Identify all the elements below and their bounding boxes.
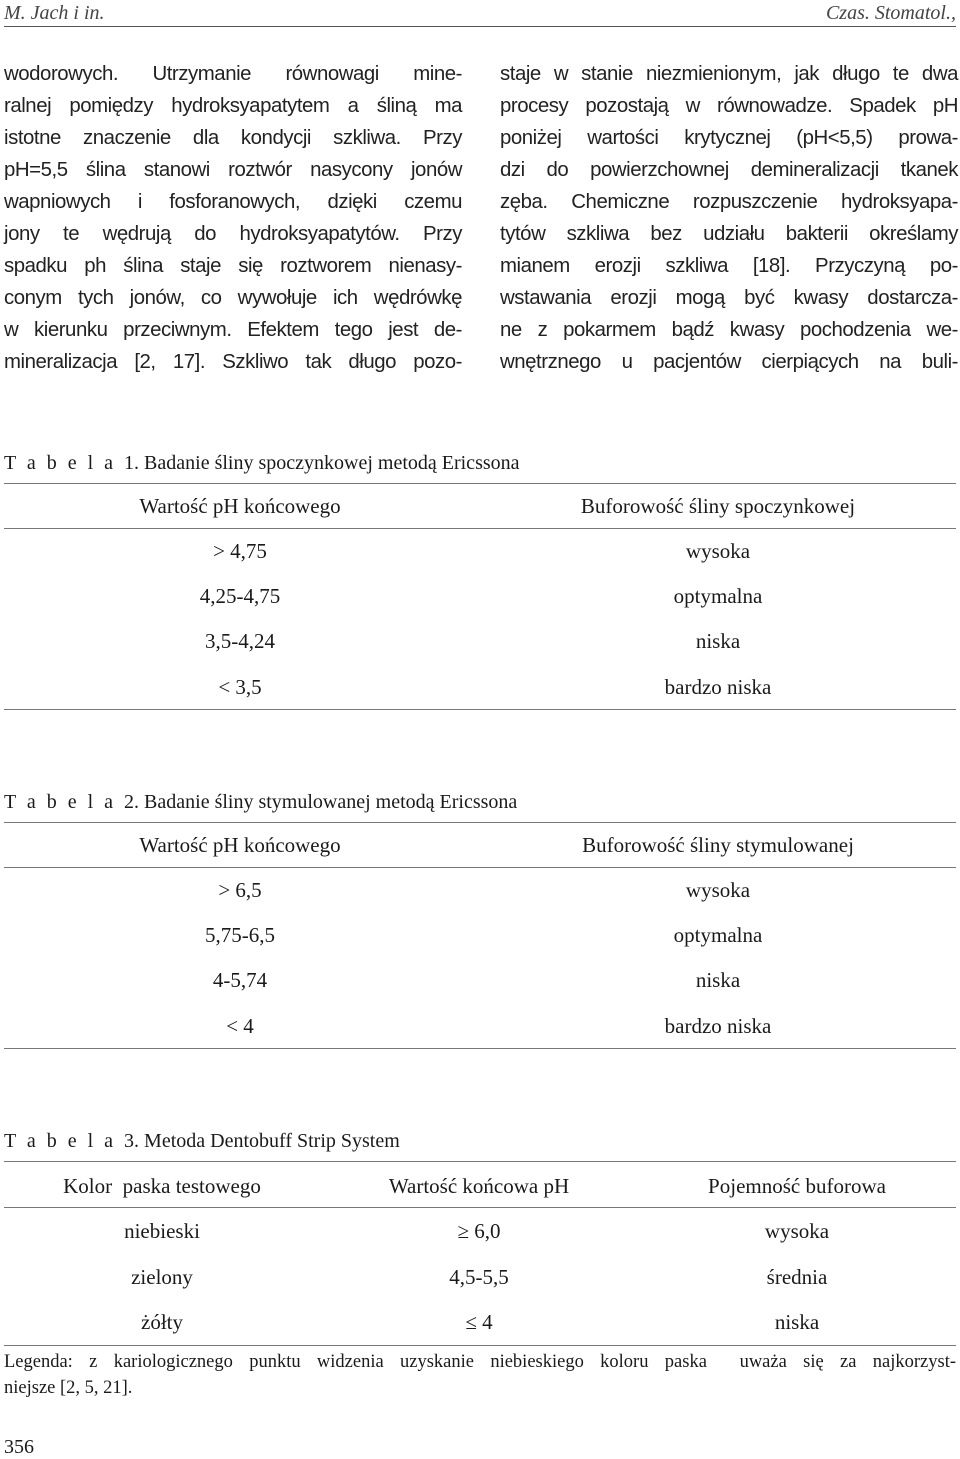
table-rule [4, 822, 956, 823]
table2-cell: bardzo niska [664, 1014, 772, 1038]
table3-label: T a b e l a [4, 1130, 117, 1152]
table2-cell: optymalna [673, 923, 763, 947]
text-line: ralnej pomiędzy hydroksyapatytem a śliną ma [4, 95, 462, 117]
table1-cell: wysoka [685, 539, 751, 563]
table1-cell: 3,5-4,24 [205, 629, 275, 653]
text-line: procesy pozostają w równowadze. Spadek pH [500, 95, 958, 117]
table3-legend [4, 1349, 956, 1401]
table3-caption [4, 1130, 400, 1153]
body-text-right-column [500, 58, 958, 378]
table1-cell: optymalna [673, 584, 763, 608]
table2 [4, 822, 956, 1052]
table-rule [4, 528, 956, 529]
table2-label: T a b e l a [4, 791, 117, 813]
header-authors: M. Jach i in. [4, 2, 105, 24]
table-rule [4, 1048, 956, 1049]
table2-title: . Badanie śliny stymulowanej metodą Ericssona [134, 791, 518, 813]
table3-cell: wysoka [764, 1219, 830, 1243]
table1-caption [4, 452, 520, 475]
table1-title: . Badanie śliny spoczynkowej metodą Ericssona [134, 452, 520, 474]
table-rule [4, 1345, 956, 1346]
table1-cell: > 4,75 [213, 539, 267, 563]
table2-header-ph: Wartość pH końcowego [139, 833, 341, 857]
table1-number: 1 [124, 452, 135, 474]
text-line: staje w stanie niezmienionym, jak długo te dwa [500, 63, 958, 85]
legend-line: niejsze [2, 5, 21]. [4, 1378, 133, 1398]
table2-cell: niska [695, 968, 741, 992]
table2-number: 2 [124, 791, 135, 813]
text-line: ne z pokarmem bądź kwasy pochodzenia we- [500, 319, 958, 341]
text-line: mineralizacja [2, 17]. Szkliwo tak długo pozo- [4, 351, 462, 373]
table-rule [4, 1207, 956, 1208]
text-line: wnętrznego u pacjentów cierpiących na buli- [500, 351, 958, 373]
table3-number: 3 [124, 1130, 135, 1152]
table1-cell: 4,25-4,75 [199, 584, 281, 608]
table1 [4, 483, 956, 713]
table-rule [4, 483, 956, 484]
table1-cell: < 3,5 [218, 675, 262, 699]
table2-cell: < 4 [226, 1014, 254, 1038]
text-line: jony te wędrują do hydroksyapatytów. Przy [4, 223, 462, 245]
text-line: pH=5,5 ślina stanowi roztwór nasycony jonów [4, 159, 462, 181]
table1-label: T a b e l a [4, 452, 117, 474]
table3-cell: żółty [141, 1310, 183, 1334]
table1-cell: niska [695, 629, 741, 653]
table2-cell: 5,75-6,5 [205, 923, 275, 947]
text-line: wodorowych. Utrzymanie równowagi mine- [4, 63, 462, 85]
text-line: tytów szkliwa bez udziału bakterii określamy [500, 223, 958, 245]
text-line: w kierunku przeciwnym. Efektem tego jest de- [4, 319, 462, 341]
table1-cell: bardzo niska [664, 675, 772, 699]
table2-header-buffer: Buforowość śliny stymulowanej [582, 833, 854, 857]
body-text-left-column [4, 58, 462, 378]
text-line: mianem erozji szkliwa [18]. Przyczyną po- [500, 255, 958, 277]
text-line: conym tych jonów, co wywołuje ich wędrówkę [4, 287, 462, 309]
text-line: poniżej wartości krytycznej (pH<5,5) prowa- [500, 127, 958, 149]
table2-caption [4, 791, 517, 814]
table3 [4, 1161, 956, 1346]
table-rule [4, 1161, 956, 1162]
table3-header-color: Kolor paska testowego [63, 1174, 261, 1198]
text-line: wstawania erozji mogą być kwasy dostarcza- [500, 287, 958, 309]
text-line: spadku ph ślina staje się roztworem nienasy- [4, 255, 462, 277]
page-number: 356 [4, 1436, 34, 1458]
table1-header-buffer: Buforowość śliny spoczynkowej [580, 494, 856, 518]
table3-title: . Metoda Dentobuff Strip System [134, 1130, 400, 1152]
running-header [4, 2, 956, 27]
table3-cell: niebieski [124, 1219, 200, 1243]
text-line: zęba. Chemiczne rozpuszczenie hydroksyapa- [500, 191, 958, 213]
legend-line: Legenda: z kariologicznego punktu widzenia uzyskanie niebieskiego koloru paska uważa się za najkorzyst- [4, 1352, 956, 1372]
table1-header-ph: Wartość pH końcowego [139, 494, 341, 518]
table2-cell: > 6,5 [218, 878, 262, 902]
header-journal: Czas. Stomatol., [825, 2, 956, 24]
table-rule [4, 867, 956, 868]
text-line: wapniowych i fosforanowych, dzięki czemu [4, 191, 462, 213]
text-line: dzi do powierzchownej demineralizacji tkanek [500, 159, 958, 181]
table3-cell: zielony [131, 1265, 193, 1289]
table-rule [4, 709, 956, 710]
table3-cell: 4,5-5,5 [449, 1265, 509, 1289]
text-line: istotne znaczenie dla kondycji szkliwa. Przy [4, 127, 462, 149]
table3-header-ph: Wartość końcowa pH [388, 1174, 570, 1198]
table3-cell: niska [774, 1310, 820, 1334]
table3-cell: ≥ 6,0 [457, 1219, 501, 1243]
table3-cell: ≤ 4 [465, 1310, 493, 1334]
table3-cell: średnia [766, 1265, 828, 1289]
table2-cell: wysoka [685, 878, 751, 902]
table3-header-capacity: Pojemność buforowa [708, 1174, 886, 1198]
table2-cell: 4-5,74 [212, 968, 268, 992]
